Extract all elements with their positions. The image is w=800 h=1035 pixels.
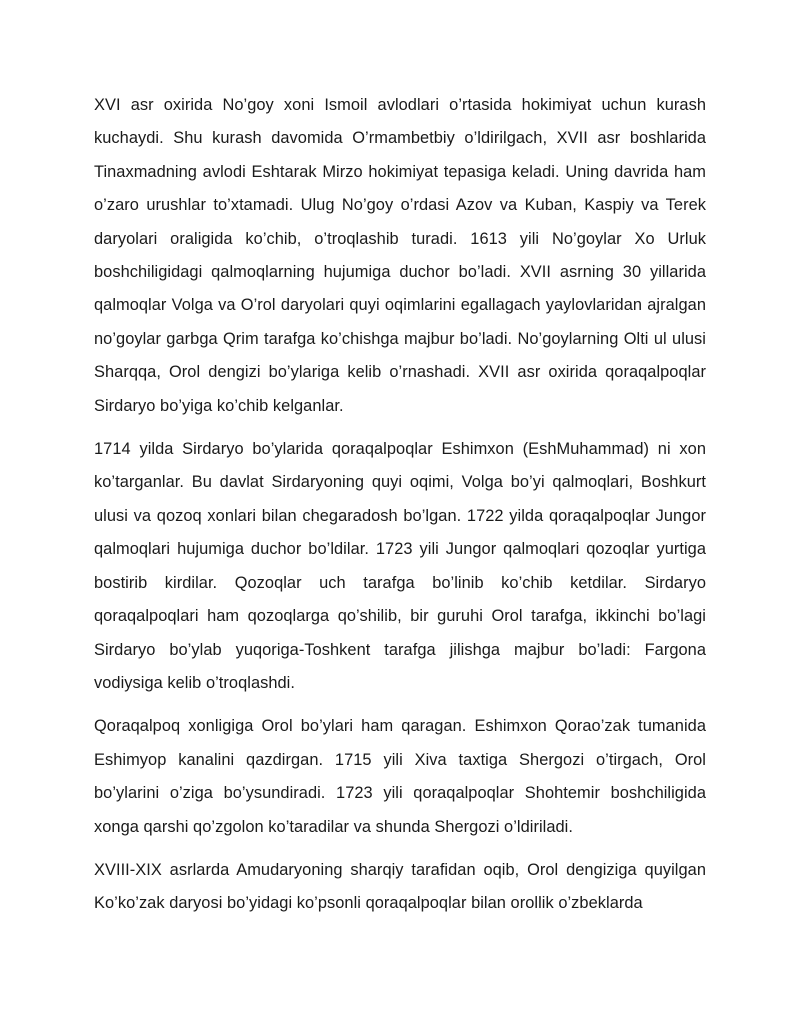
paragraph-1: XVI asr oxirida No’goy xoni Ismoil avlodlari o’rtasida hokimiyat uchun kurash kuchaydi. Shu kurash davomida O’rmambetbiy o’ldirilgach, XVII asr boshlarida Tinaxmadning avlodi Eshtarak Mirzo hokimiyat tepasiga keladi. Uning davrida ham o’zaro urushlar to’xtamadi. Ulug No’goy o’rdasi Azov va Kuban, Kaspiy va Terek daryolari oraligida ko’chib, o’troqlashib turadi. 1613 yili No’goylar Xo Urluk boshchiligidagi qalmoqlarning hujumiga duchor bo’ladi. XVII asrning 30 yillarida qalmoqlar Volga va O’rol daryolari quyi oqimlarini egallagach yaylovlaridan ajralgan no’goylar garbga Qrim tarafga ko’chishga majbur bo’ladi. No’goylarning Olti ul ulusi Sharqqa, Orol dengizi bo’ylariga kelib o’rnashadi. XVII asr oxirida qoraqalpoqlar Sirdaryo bo’yiga ko’chib kelganlar.	[94, 96, 706, 415]
paragraph-2: 1714 yilda Sirdaryo bo’ylarida qoraqalpoqlar Eshimxon (EshMuhammad) ni xon ko’targanlar. Bu davlat Sirdaryoning quyi oqimi, Volga bo’yi qalmoqlari, Boshkurt ulusi va qozoq xonlari bilan chegaradosh bo’lgan. 1722 yilda qoraqalpoqlar Jungor qalmoqlari hujumiga duchor bo’ldilar. 1723 yili Jungor qalmoqlari qozoqlar yurtiga bostirib kirdilar. Qozoqlar uch tarafga bo’linib ko’chib ketdilar. Sirdaryo qoraqalpoqlari ham qozoqlarga qo’shilib, bir guruhi Orol tarafga, ikkinchi bo’lagi Sirdaryo bo’ylab yuqoriga-Toshkent tarafga jilishga majbur bo’ladi: Fargona vodiysiga kelib o’troqlashdi.	[94, 440, 706, 692]
paragraph-3: Qoraqalpoq xonligiga Orol bo’ylari ham qaragan. Eshimxon Qorao’zak tumanida Eshimyop kanalini qazdirgan. 1715 yili Xiva taxtiga Shergozi o’tirgach, Orol bo’ylarini o’ziga bo’ysundiradi. 1723 yili qoraqalpoqlar Shohtemir boshchiligida xonga qarshi qo’zgolon ko’taradilar va shunda Shergozi o’ldiriladi.	[94, 717, 706, 836]
document-body	[94, 89, 706, 931]
paragraph-4: XVIII-XIX asrlarda Amudaryoning sharqiy tarafidan oqib, Orol dengiziga quyilgan Ko’ko’zak daryosi bo’yidagi ko’psonli qoraqalpoqlar bilan orollik o’zbeklarda	[94, 860, 706, 913]
